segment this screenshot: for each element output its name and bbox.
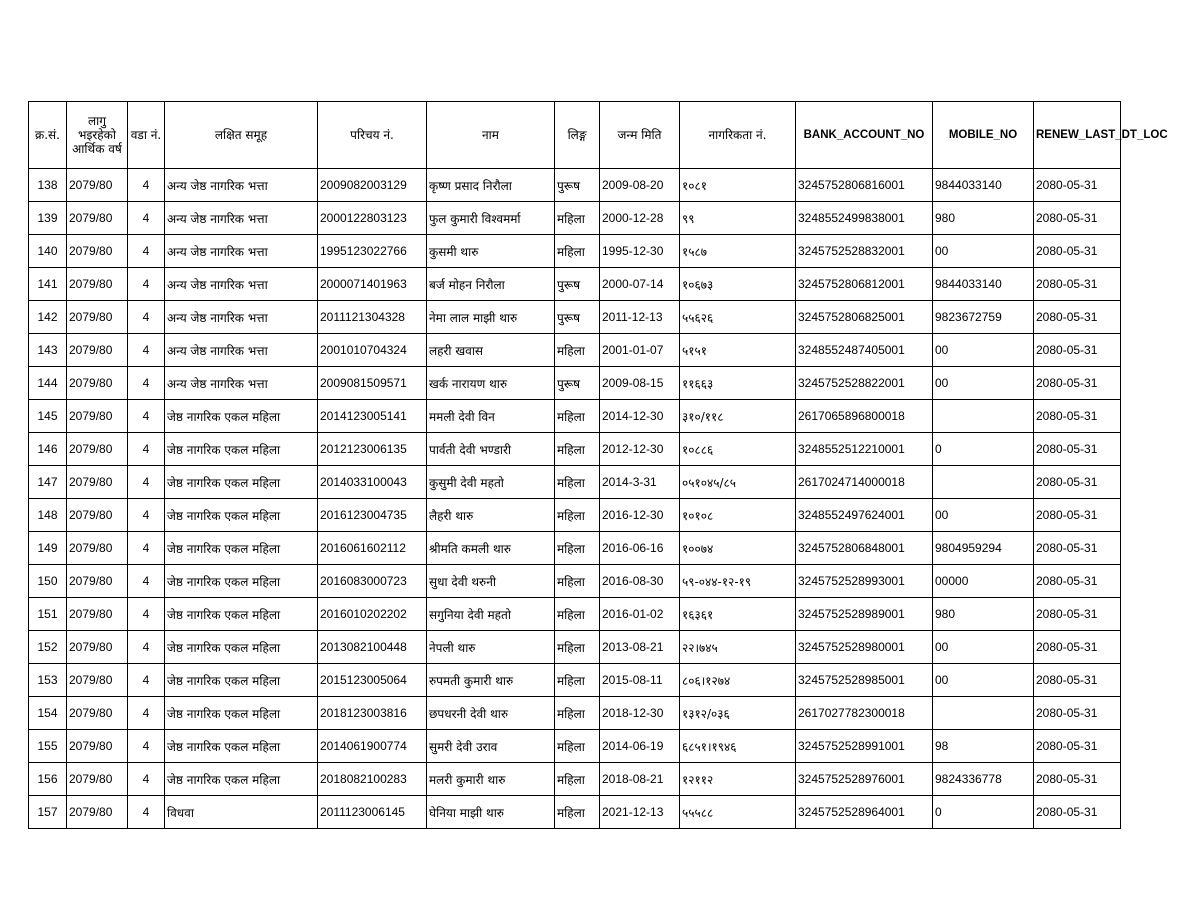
cell-ward: 4 (128, 268, 165, 301)
cell-name: नेपली थारु (427, 631, 555, 664)
cell-id-no: 1995123022766 (318, 235, 427, 268)
cell-name: लहरी खवास (427, 334, 555, 367)
table-row (29, 334, 1121, 367)
cell-name: नेमा लाल माझी थारु (427, 301, 555, 334)
cell-renew-date: 2080-05-31 (1034, 202, 1121, 235)
cell-mobile: 00 (933, 367, 1034, 400)
cell-fiscal-year: 2079/80 (67, 433, 128, 466)
cell-gender: महिला (555, 532, 600, 565)
column-header-fiscal-year: लागु भइरहेको आर्थिक वर्ष (67, 102, 128, 169)
cell-sn: 156 (29, 763, 67, 796)
cell-fiscal-year: 2079/80 (67, 598, 128, 631)
cell-target-group: जेष्ठ नागरिक एकल महिला (165, 763, 318, 796)
cell-citizenship: १२११२ (680, 763, 796, 796)
cell-citizenship: ३१०/११८ (680, 400, 796, 433)
cell-gender: महिला (555, 763, 600, 796)
cell-bank-account: 3248552512210001 (796, 433, 933, 466)
column-header-id-no: परिचय नं. (318, 102, 427, 169)
cell-renew-date: 2080-05-31 (1034, 268, 1121, 301)
cell-gender: महिला (555, 400, 600, 433)
cell-fiscal-year: 2079/80 (67, 730, 128, 763)
cell-id-no: 2016061602112 (318, 532, 427, 565)
cell-dob: 2015-08-11 (600, 664, 680, 697)
cell-bank-account: 3248552497624001 (796, 499, 933, 532)
cell-citizenship: १०८८६ (680, 433, 796, 466)
table-row (29, 268, 1121, 301)
cell-mobile: 00 (933, 235, 1034, 268)
cell-ward: 4 (128, 301, 165, 334)
cell-fiscal-year: 2079/80 (67, 697, 128, 730)
cell-dob: 2000-12-28 (600, 202, 680, 235)
cell-fiscal-year: 2079/80 (67, 499, 128, 532)
cell-dob: 2018-12-30 (600, 697, 680, 730)
cell-id-no: 2018123003816 (318, 697, 427, 730)
cell-sn: 140 (29, 235, 67, 268)
table-row (29, 367, 1121, 400)
cell-mobile: 0 (933, 796, 1034, 829)
cell-bank-account: 3245752806812001 (796, 268, 933, 301)
cell-mobile: 00000 (933, 565, 1034, 598)
cell-citizenship: १३१२/०३६ (680, 697, 796, 730)
cell-fiscal-year: 2079/80 (67, 301, 128, 334)
header-row (29, 102, 1121, 169)
cell-id-no: 2011123006145 (318, 796, 427, 829)
cell-target-group: जेष्ठ नागरिक एकल महिला (165, 532, 318, 565)
cell-gender: पुरूष (555, 301, 600, 334)
cell-gender: महिला (555, 697, 600, 730)
cell-target-group: विधवा (165, 796, 318, 829)
cell-bank-account: 3248552487405001 (796, 334, 933, 367)
cell-citizenship: १६३६१ (680, 598, 796, 631)
cell-dob: 2001-01-07 (600, 334, 680, 367)
cell-sn: 146 (29, 433, 67, 466)
cell-bank-account: 3245752528980001 (796, 631, 933, 664)
cell-target-group: जेष्ठ नागरिक एकल महिला (165, 697, 318, 730)
cell-bank-account: 3245752528991001 (796, 730, 933, 763)
column-header-bank-account: BANK_ACCOUNT_NO (796, 102, 933, 169)
cell-name: रुपमती कुमारी थारु (427, 664, 555, 697)
cell-dob: 2016-01-02 (600, 598, 680, 631)
cell-dob: 2021-12-13 (600, 796, 680, 829)
cell-fiscal-year: 2079/80 (67, 631, 128, 664)
cell-renew-date: 2080-05-31 (1034, 235, 1121, 268)
table-row (29, 235, 1121, 268)
table-row (29, 499, 1121, 532)
cell-bank-account: 3245752528832001 (796, 235, 933, 268)
table-row (29, 796, 1121, 829)
column-header-target-group: लक्षित समूह (165, 102, 318, 169)
table-row (29, 763, 1121, 796)
column-header-renew-date: RENEW_LAST_DT_LOC (1034, 102, 1121, 169)
cell-sn: 138 (29, 169, 67, 202)
cell-gender: महिला (555, 598, 600, 631)
cell-mobile: 0 (933, 433, 1034, 466)
cell-target-group: अन्य जेष्ठ नागरिक भत्ता (165, 169, 318, 202)
cell-renew-date: 2080-05-31 (1034, 697, 1121, 730)
cell-sn: 152 (29, 631, 67, 664)
cell-id-no: 2014033100043 (318, 466, 427, 499)
cell-citizenship: ०५१०४५/८५ (680, 466, 796, 499)
table-row (29, 631, 1121, 664)
cell-citizenship: ५९-०४४-१२-१९ (680, 565, 796, 598)
cell-dob: 2016-08-30 (600, 565, 680, 598)
cell-renew-date: 2080-05-31 (1034, 433, 1121, 466)
cell-id-no: 2014123005141 (318, 400, 427, 433)
cell-target-group: जेष्ठ नागरिक एकल महिला (165, 631, 318, 664)
cell-name: कुसुमी देवी महतो (427, 466, 555, 499)
cell-fiscal-year: 2079/80 (67, 664, 128, 697)
cell-mobile: 00 (933, 334, 1034, 367)
cell-dob: 2012-12-30 (600, 433, 680, 466)
cell-target-group: अन्य जेष्ठ नागरिक भत्ता (165, 301, 318, 334)
cell-gender: पुरूष (555, 169, 600, 202)
cell-gender: महिला (555, 202, 600, 235)
cell-name: ममली देवी विन (427, 400, 555, 433)
cell-citizenship: ५५६२६ (680, 301, 796, 334)
cell-dob: 2011-12-13 (600, 301, 680, 334)
cell-renew-date: 2080-05-31 (1034, 796, 1121, 829)
cell-dob: 2014-3-31 (600, 466, 680, 499)
cell-citizenship: ५१५१ (680, 334, 796, 367)
cell-citizenship: १०६७३ (680, 268, 796, 301)
cell-gender: महिला (555, 499, 600, 532)
cell-dob: 2000-07-14 (600, 268, 680, 301)
cell-bank-account: 3245752528964001 (796, 796, 933, 829)
cell-name: छपधरनी देवी थारु (427, 697, 555, 730)
cell-sn: 153 (29, 664, 67, 697)
cell-target-group: जेष्ठ नागरिक एकल महिला (165, 664, 318, 697)
cell-ward: 4 (128, 169, 165, 202)
cell-citizenship: ९९ (680, 202, 796, 235)
cell-target-group: जेष्ठ नागरिक एकल महिला (165, 565, 318, 598)
cell-bank-account: 3245752806848001 (796, 532, 933, 565)
cell-gender: महिला (555, 565, 600, 598)
cell-mobile: 9844033140 (933, 268, 1034, 301)
cell-bank-account: 3245752528993001 (796, 565, 933, 598)
cell-renew-date: 2080-05-31 (1034, 730, 1121, 763)
cell-sn: 150 (29, 565, 67, 598)
cell-ward: 4 (128, 598, 165, 631)
cell-sn: 139 (29, 202, 67, 235)
column-header-gender: लिङ्ग (555, 102, 600, 169)
cell-dob: 2016-06-16 (600, 532, 680, 565)
cell-mobile: 00 (933, 664, 1034, 697)
table-row (29, 433, 1121, 466)
cell-ward: 4 (128, 565, 165, 598)
cell-ward: 4 (128, 466, 165, 499)
cell-renew-date: 2080-05-31 (1034, 763, 1121, 796)
cell-name: सुधा देवी थरुनी (427, 565, 555, 598)
cell-renew-date: 2080-05-31 (1034, 499, 1121, 532)
cell-renew-date: 2080-05-31 (1034, 400, 1121, 433)
cell-bank-account: 3245752528989001 (796, 598, 933, 631)
cell-dob: 2009-08-15 (600, 367, 680, 400)
cell-sn: 148 (29, 499, 67, 532)
cell-citizenship: १५८७ (680, 235, 796, 268)
cell-bank-account: 2617024714000018 (796, 466, 933, 499)
cell-citizenship: ५५५८८ (680, 796, 796, 829)
cell-mobile: 980 (933, 598, 1034, 631)
cell-ward: 4 (128, 367, 165, 400)
cell-bank-account: 3245752806825001 (796, 301, 933, 334)
cell-mobile (933, 697, 1034, 730)
cell-id-no: 2016123004735 (318, 499, 427, 532)
cell-citizenship: ११६६३ (680, 367, 796, 400)
cell-gender: महिला (555, 664, 600, 697)
cell-gender: महिला (555, 433, 600, 466)
cell-mobile: 9823672759 (933, 301, 1034, 334)
cell-target-group: अन्य जेष्ठ नागरिक भत्ता (165, 268, 318, 301)
cell-id-no: 2001010704324 (318, 334, 427, 367)
cell-sn: 155 (29, 730, 67, 763)
cell-bank-account: 3245752528976001 (796, 763, 933, 796)
beneficiary-table (28, 101, 1168, 829)
cell-renew-date: 2080-05-31 (1034, 631, 1121, 664)
cell-name: फुल कुमारी विश्वमर्मा (427, 202, 555, 235)
cell-id-no: 2014061900774 (318, 730, 427, 763)
cell-id-no: 2013082100448 (318, 631, 427, 664)
cell-fiscal-year: 2079/80 (67, 235, 128, 268)
cell-ward: 4 (128, 235, 165, 268)
cell-id-no: 2009081509571 (318, 367, 427, 400)
cell-ward: 4 (128, 499, 165, 532)
table-row (29, 565, 1121, 598)
cell-fiscal-year: 2079/80 (67, 565, 128, 598)
cell-name: लैहरी थारु (427, 499, 555, 532)
cell-id-no: 2009082003129 (318, 169, 427, 202)
cell-ward: 4 (128, 697, 165, 730)
cell-bank-account: 3248552499838001 (796, 202, 933, 235)
table-row (29, 400, 1121, 433)
cell-target-group: जेष्ठ नागरिक एकल महिला (165, 598, 318, 631)
table-row (29, 697, 1121, 730)
cell-renew-date: 2080-05-31 (1034, 169, 1121, 202)
cell-id-no: 2000071401963 (318, 268, 427, 301)
cell-target-group: अन्य जेष्ठ नागरिक भत्ता (165, 334, 318, 367)
cell-gender: महिला (555, 334, 600, 367)
cell-ward: 4 (128, 664, 165, 697)
cell-mobile: 00 (933, 499, 1034, 532)
cell-ward: 4 (128, 730, 165, 763)
cell-name: मलरी कुमारी थारु (427, 763, 555, 796)
cell-gender: पुरूष (555, 367, 600, 400)
cell-mobile (933, 400, 1034, 433)
cell-sn: 141 (29, 268, 67, 301)
cell-fiscal-year: 2079/80 (67, 466, 128, 499)
cell-ward: 4 (128, 631, 165, 664)
cell-bank-account: 3245752806816001 (796, 169, 933, 202)
cell-renew-date: 2080-05-31 (1034, 532, 1121, 565)
cell-fiscal-year: 2079/80 (67, 334, 128, 367)
cell-gender: महिला (555, 796, 600, 829)
cell-target-group: जेष्ठ नागरिक एकल महिला (165, 499, 318, 532)
cell-gender: महिला (555, 466, 600, 499)
cell-target-group: अन्य जेष्ठ नागरिक भत्ता (165, 202, 318, 235)
cell-fiscal-year: 2079/80 (67, 400, 128, 433)
cell-sn: 157 (29, 796, 67, 829)
cell-bank-account: 2617065896800018 (796, 400, 933, 433)
cell-fiscal-year: 2079/80 (67, 532, 128, 565)
cell-name: कृष्ण प्रसाद निरौला (427, 169, 555, 202)
cell-gender: महिला (555, 730, 600, 763)
cell-dob: 1995-12-30 (600, 235, 680, 268)
cell-ward: 4 (128, 763, 165, 796)
cell-bank-account: 3245752528985001 (796, 664, 933, 697)
cell-id-no: 2011121304328 (318, 301, 427, 334)
cell-target-group: जेष्ठ नागरिक एकल महिला (165, 730, 318, 763)
cell-target-group: जेष्ठ नागरिक एकल महिला (165, 466, 318, 499)
cell-renew-date: 2080-05-31 (1034, 334, 1121, 367)
cell-sn: 154 (29, 697, 67, 730)
cell-citizenship: ६८५१।१९४६ (680, 730, 796, 763)
cell-id-no: 2000122803123 (318, 202, 427, 235)
cell-name: खर्क नारायण थारु (427, 367, 555, 400)
table-row (29, 202, 1121, 235)
cell-mobile: 980 (933, 202, 1034, 235)
column-header-dob: जन्म मिति (600, 102, 680, 169)
table-row (29, 466, 1121, 499)
cell-dob: 2014-12-30 (600, 400, 680, 433)
table-row (29, 730, 1121, 763)
cell-dob: 2016-12-30 (600, 499, 680, 532)
cell-sn: 149 (29, 532, 67, 565)
cell-ward: 4 (128, 400, 165, 433)
cell-id-no: 2015123005064 (318, 664, 427, 697)
cell-gender: महिला (555, 631, 600, 664)
cell-bank-account: 2617027782300018 (796, 697, 933, 730)
cell-fiscal-year: 2079/80 (67, 169, 128, 202)
cell-sn: 144 (29, 367, 67, 400)
cell-mobile: 98 (933, 730, 1034, 763)
column-header-name: नाम (427, 102, 555, 169)
cell-name: पार्वती देवी भण्डारी (427, 433, 555, 466)
cell-renew-date: 2080-05-31 (1034, 598, 1121, 631)
cell-target-group: जेष्ठ नागरिक एकल महिला (165, 400, 318, 433)
cell-renew-date: 2080-05-31 (1034, 664, 1121, 697)
cell-ward: 4 (128, 202, 165, 235)
table-row (29, 169, 1121, 202)
cell-sn: 145 (29, 400, 67, 433)
cell-fiscal-year: 2079/80 (67, 796, 128, 829)
cell-name: बर्ज मोहन निरौला (427, 268, 555, 301)
cell-id-no: 2018082100283 (318, 763, 427, 796)
cell-sn: 151 (29, 598, 67, 631)
cell-mobile: 9804959294 (933, 532, 1034, 565)
cell-name: सगुनिया देवी महतो (427, 598, 555, 631)
cell-citizenship: ८०६।१२७४ (680, 664, 796, 697)
cell-ward: 4 (128, 334, 165, 367)
cell-gender: महिला (555, 235, 600, 268)
column-header-ward: वडा नं. (128, 102, 165, 169)
cell-id-no: 2016010202202 (318, 598, 427, 631)
cell-id-no: 2012123006135 (318, 433, 427, 466)
table-row (29, 664, 1121, 697)
cell-renew-date: 2080-05-31 (1034, 301, 1121, 334)
cell-gender: पुरूष (555, 268, 600, 301)
cell-target-group: अन्य जेष्ठ नागरिक भत्ता (165, 367, 318, 400)
cell-fiscal-year: 2079/80 (67, 367, 128, 400)
cell-dob: 2014-06-19 (600, 730, 680, 763)
column-header-sn: क्र.सं. (29, 102, 67, 169)
cell-target-group: अन्य जेष्ठ नागरिक भत्ता (165, 235, 318, 268)
cell-sn: 143 (29, 334, 67, 367)
cell-sn: 142 (29, 301, 67, 334)
table-row (29, 598, 1121, 631)
cell-renew-date: 2080-05-31 (1034, 565, 1121, 598)
cell-dob: 2013-08-21 (600, 631, 680, 664)
cell-ward: 4 (128, 532, 165, 565)
column-header-mobile: MOBILE_NO (933, 102, 1034, 169)
cell-citizenship: १०१०८ (680, 499, 796, 532)
cell-fiscal-year: 2079/80 (67, 763, 128, 796)
cell-name: कुसमी थारु (427, 235, 555, 268)
cell-name: श्रीमति कमली थारु (427, 532, 555, 565)
cell-citizenship: २२।७४५ (680, 631, 796, 664)
cell-target-group: जेष्ठ नागरिक एकल महिला (165, 433, 318, 466)
cell-ward: 4 (128, 796, 165, 829)
cell-mobile: 9844033140 (933, 169, 1034, 202)
cell-citizenship: १०८१ (680, 169, 796, 202)
cell-mobile (933, 466, 1034, 499)
table-row (29, 301, 1121, 334)
cell-id-no: 2016083000723 (318, 565, 427, 598)
cell-renew-date: 2080-05-31 (1034, 466, 1121, 499)
cell-sn: 147 (29, 466, 67, 499)
cell-renew-date: 2080-05-31 (1034, 367, 1121, 400)
cell-bank-account: 3245752528822001 (796, 367, 933, 400)
cell-name: सुमरी देवी उराव (427, 730, 555, 763)
cell-name: घेनिया माझी थारु (427, 796, 555, 829)
cell-ward: 4 (128, 433, 165, 466)
cell-mobile: 00 (933, 631, 1034, 664)
cell-dob: 2009-08-20 (600, 169, 680, 202)
cell-dob: 2018-08-21 (600, 763, 680, 796)
column-header-citizenship: नागरिकता नं. (680, 102, 796, 169)
cell-fiscal-year: 2079/80 (67, 268, 128, 301)
cell-fiscal-year: 2079/80 (67, 202, 128, 235)
cell-citizenship: १००७४ (680, 532, 796, 565)
table-row (29, 532, 1121, 565)
cell-mobile: 9824336778 (933, 763, 1034, 796)
